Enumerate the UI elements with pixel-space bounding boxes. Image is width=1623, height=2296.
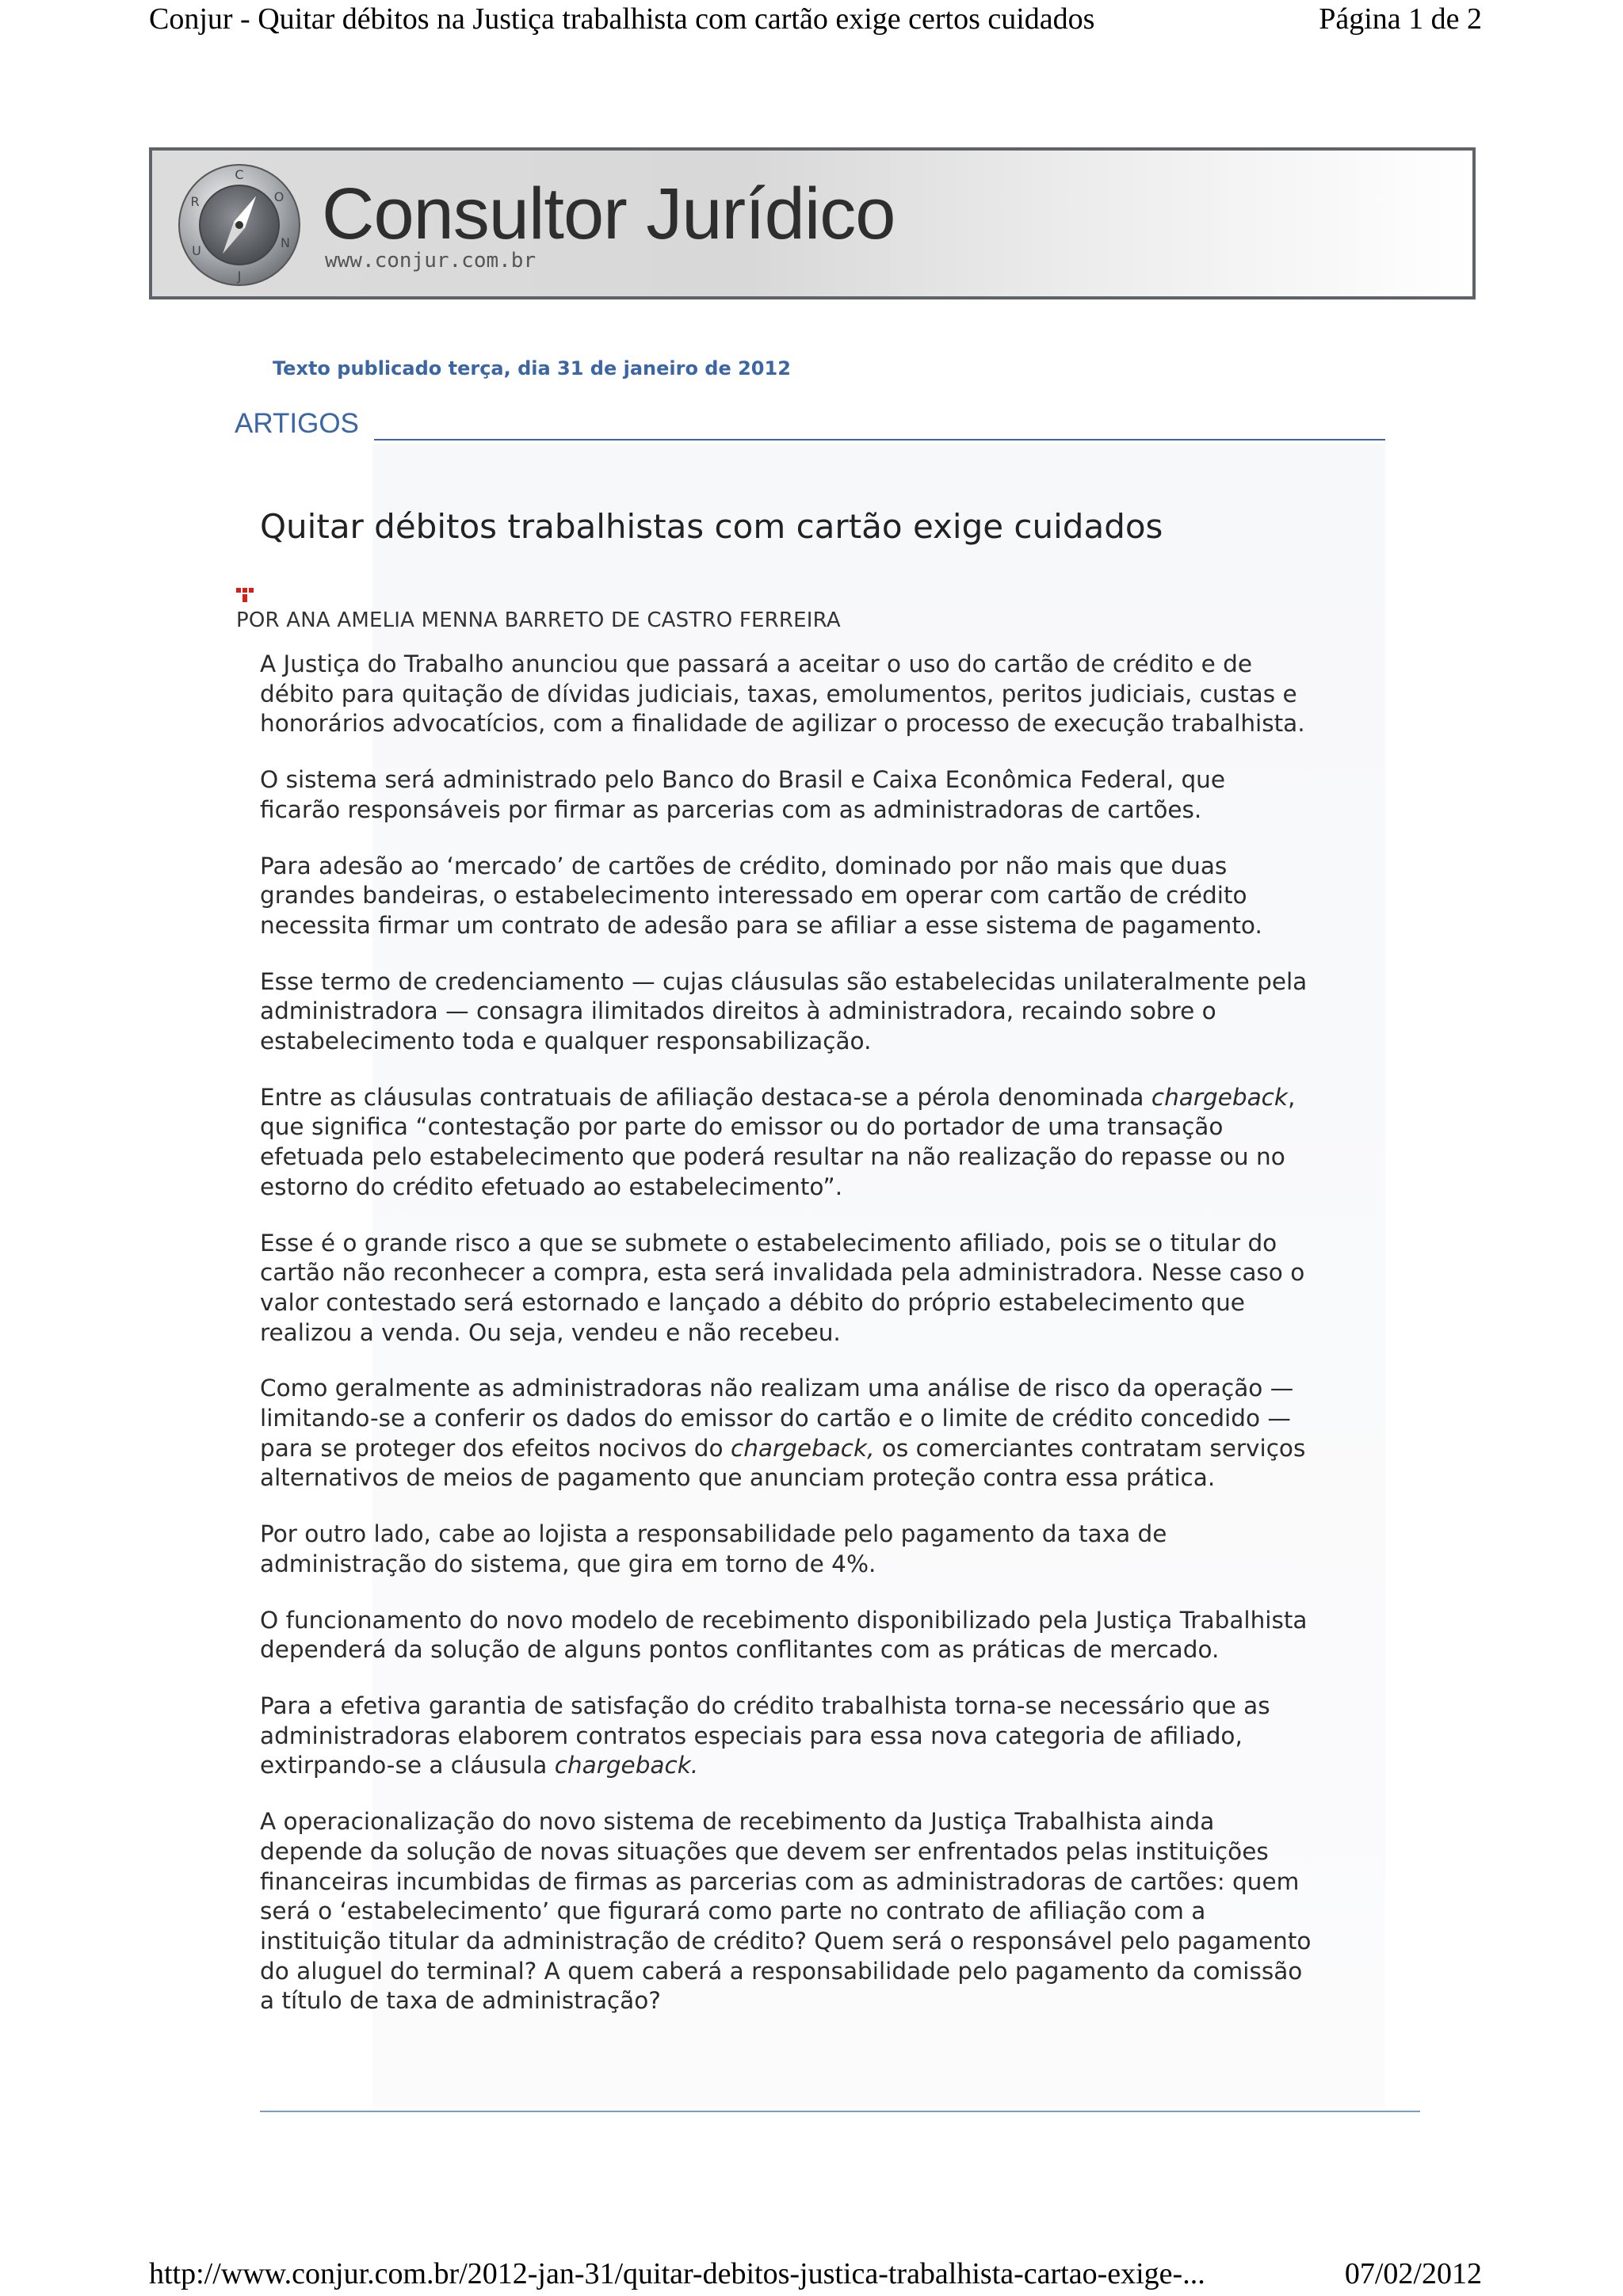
article-body — [260, 650, 1401, 2042]
paragraph-text: Como geralmente as administradoras não realizam uma análise de risco da operação — limitando-se a conferir os dados do emissor do cartão e o limite de crédito concedido — para se proteger dos efeitos nocivos do — [260, 1375, 1294, 1462]
footer-divider — [260, 2111, 1420, 2112]
masthead-banner[interactable] — [149, 147, 1476, 299]
masthead-title: Consultor Jurídico — [322, 174, 896, 254]
print-footer — [0, 2256, 1623, 2296]
paragraph-text: A Justiça do Trabalho anunciou que passará a aceitar o uso do cartão de crédito e de débito para quitação de dívidas judiciais, taxas, emolumentos, peritos judiciais, custas e honorários advocatícios, com a finalidade de agilizar o processo de execução trabalhista. — [260, 650, 1305, 738]
article-author: POR ANA AMELIA MENNA BARRETO DE CASTRO FERREIRA — [236, 608, 841, 632]
paragraph-text: A operacionalização do novo sistema de recebimento da Justiça Trabalhista ainda depende da solução de novas situações que devem ser enfrentados pelas instituições financeiras incumbidas de firmas as parcerias com as administradoras de cartões: quem será o ‘estabelecimento’ que figurará como parte no contrato de afiliação com a instituição titular da administração de crédito? Quem será o responsável pelo pagamento do aluguel do terminal? A quem caberá a responsabilidade pelo pagamento da comissão a título de taxa de administração? — [260, 1808, 1312, 2015]
paragraph-text: Entre as cláusulas contratuais de afiliação destaca-se a pérola denominada — [260, 1083, 1151, 1111]
paragraph-text: Por outro lado, cabe ao lojista a responsabilidade pelo pagamento da taxa de administração do sistema, que gira em torno de 4%. — [260, 1520, 1167, 1577]
paragraph-text: O sistema será administrado pelo Banco do Brasil e Caixa Econômica Federal, que ficarão responsáveis por firmar as parcerias com as administradoras de cartões. — [260, 766, 1226, 823]
article-paragraph — [260, 1229, 1401, 1348]
paragraph-text: os comerciantes contratam serviços alternativos de meios de pagamento que anunciam proteção contra essa prática. — [260, 1434, 1306, 1492]
emphasis-term: chargeback, — [730, 1434, 875, 1462]
paragraph-text: , que significa “contestação por parte do emissor ou do portador de uma transação efetuada pelo estabelecimento que poderá resultar na não realização do repasse ou no estorno do crédito efetuado ao estabelecimento”. — [260, 1083, 1296, 1200]
publication-date: Texto publicado terça, dia 31 de janeiro de 2012 — [273, 357, 791, 379]
emblem-letter: O — [273, 189, 285, 204]
article-title: Quitar débitos trabalhistas com cartão exige cuidados — [260, 507, 1163, 546]
section-header — [235, 408, 1385, 443]
author-marker-icon — [236, 588, 254, 602]
emblem-letter: R — [190, 194, 200, 209]
paragraph-text: Para adesão ao ‘mercado’ de cartões de crédito, dominado por não mais que duas grandes bandeiras, o estabelecimento interessado em operar com cartão de crédito necessita firmar um contrato de adesão para se afiliar a esse sistema de pagamento. — [260, 852, 1262, 939]
compass-logo-icon — [176, 162, 303, 288]
paragraph-text: O funcionamento do novo modelo de recebimento disponibilizado pela Justiça Trabalhista dependerá da solução de alguns pontos conflitantes com as práticas de mercado. — [260, 1606, 1308, 1664]
article-paragraph — [260, 1374, 1401, 1493]
article-paragraph — [260, 1606, 1401, 1665]
section-label[interactable]: ARTIGOS — [235, 408, 359, 439]
article-paragraph — [260, 1691, 1401, 1781]
emphasis-term: chargeback. — [554, 1752, 699, 1779]
print-header — [0, 0, 1623, 44]
emblem-letter: U — [192, 243, 201, 258]
emblem-letter: J — [237, 269, 242, 284]
paragraph-text: Esse termo de credenciamento — cujas cláusulas são estabelecidas unilateralmente pela administradora — consagra ilimitados direitos à administradora, recaindo sobre o estabelecimento toda e qualquer responsabilização. — [260, 967, 1308, 1055]
paragraph-text: Para a efetiva garantia de satisfação do crédito trabalhista torna-se necessário que as administradoras elaborem contratos especiais para essa nova categoria de afiliado, extirpando-se a cláusula — [260, 1691, 1270, 1779]
page-url[interactable]: http://www.conjur.com.br/2012-jan-31/quitar-debitos-justica-trabalhista-cartao-exige-... — [149, 2257, 1205, 2290]
article-paragraph — [260, 967, 1401, 1057]
article-paragraph — [260, 765, 1401, 825]
article-paragraph — [260, 650, 1401, 739]
page-indicator: Página 1 de 2 — [1319, 2, 1482, 36]
section-divider — [374, 439, 1385, 441]
article-paragraph — [260, 1807, 1401, 2016]
article-paragraph — [260, 1083, 1401, 1203]
masthead-url: www.conjur.com.br — [325, 249, 537, 273]
emphasis-term: chargeback — [1151, 1083, 1288, 1111]
emblem-letter: N — [281, 235, 290, 250]
document-title: Conjur - Quitar débitos na Justiça trabalhista com cartão exige certos cuidados — [149, 2, 1095, 36]
paragraph-text: Esse é o grande risco a que se submete o estabelecimento afiliado, pois se o titular do cartão não reconhecer a compra, esta será invalidada pela administradora. Nesse caso o valor contestado será estornado e lançado a débito do próprio estabelecimento que realizou a venda. Ou seja, vendeu e não recebeu. — [260, 1229, 1305, 1346]
article-paragraph — [260, 1520, 1401, 1579]
print-date: 07/02/2012 — [1344, 2257, 1482, 2290]
emblem-letter: C — [235, 167, 244, 182]
article-paragraph — [260, 852, 1401, 941]
